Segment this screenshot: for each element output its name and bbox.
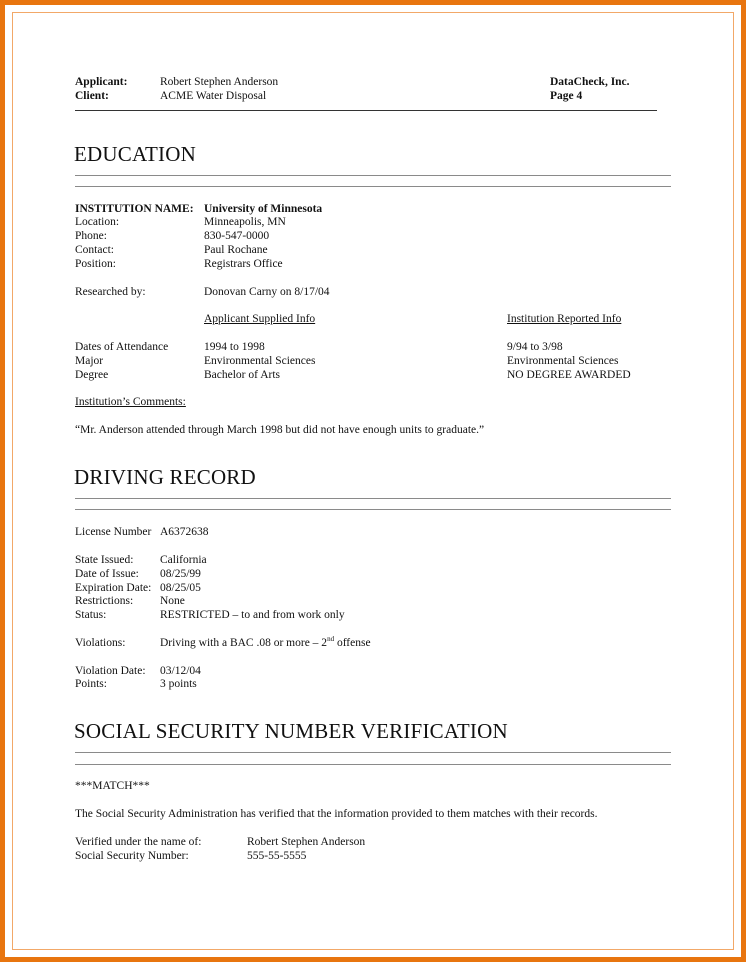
comparison-row-applicant: Bachelor of Arts (204, 369, 281, 381)
state-value: California (160, 554, 207, 566)
comparison-row-applicant: Environmental Sciences (204, 355, 316, 367)
state-label: State Issued: (75, 554, 134, 566)
violation-date-value: 03/12/04 (160, 665, 201, 677)
education-heading: EDUCATION (74, 142, 196, 166)
comparison-row-label: Major (75, 355, 104, 367)
comparison-row-applicant: 1994 to 1998 (204, 341, 265, 353)
location-label: Location: (75, 216, 120, 228)
ssn-number-value: 555-55-5555 (247, 850, 307, 862)
ssn-match-badge: ***MATCH*** (75, 780, 150, 792)
violations-ordinal-suffix: nd (327, 635, 335, 644)
company-name: DataCheck, Inc. (550, 76, 630, 88)
contact-value: Paul Rochane (204, 244, 268, 256)
violations-value (160, 636, 371, 650)
header-divider (75, 110, 657, 111)
driving-rule-2 (75, 509, 671, 510)
points-label: Points: (75, 678, 107, 690)
comparison-row-label: Dates of Attendance (75, 341, 169, 353)
institution-label: INSTITUTION NAME: (75, 203, 194, 215)
institution-column-header: Institution Reported Info (507, 313, 622, 325)
comparison-row-label: Degree (75, 369, 109, 381)
violations-text: Driving with a BAC .08 or more – 2 (160, 637, 328, 649)
ssn-number-label: Social Security Number: (75, 850, 189, 862)
applicant-value: Robert Stephen Anderson (160, 76, 279, 88)
expiration-value: 08/25/05 (160, 582, 201, 594)
driving-rule-1 (75, 498, 671, 499)
client-label: Client: (75, 90, 109, 102)
restrictions-label: Restrictions: (75, 595, 134, 607)
ssn-heading: SOCIAL SECURITY NUMBER VERIFICATION (74, 719, 508, 743)
page-number: Page 4 (550, 90, 583, 102)
phone-label: Phone: (75, 230, 107, 242)
researched-value: Donovan Carny on 8/17/04 (204, 286, 330, 298)
institution-value: University of Minnesota (204, 203, 323, 215)
applicant-label: Applicant: (75, 76, 128, 88)
driving-record-heading: DRIVING RECORD (74, 465, 256, 489)
position-value: Registrars Office (204, 258, 283, 270)
status-value: RESTRICTED – to and from work only (160, 609, 345, 621)
education-rule-2 (75, 186, 671, 187)
phone-value: 830-547-0000 (204, 230, 270, 242)
points-value: 3 points (160, 678, 197, 690)
verified-name-value: Robert Stephen Anderson (247, 836, 366, 848)
ssn-rule-2 (75, 764, 671, 765)
status-label: Status: (75, 609, 107, 621)
comments-label: Institution’s Comments: (75, 396, 186, 408)
location-value: Minneapolis, MN (204, 216, 286, 228)
violations-text-end: offense (334, 637, 371, 649)
comparison-row-institution: NO DEGREE AWARDED (507, 369, 631, 381)
verified-name-label: Verified under the name of: (75, 836, 202, 848)
violation-date-label: Violation Date: (75, 665, 146, 677)
contact-label: Contact: (75, 244, 114, 256)
violations-label: Violations: (75, 637, 126, 649)
license-label: License Number (75, 526, 152, 538)
ssn-statement: The Social Security Administration has verified that the information provided to them matches with their records. (75, 808, 598, 820)
expiration-label: Expiration Date: (75, 582, 152, 594)
comments-text: “Mr. Anderson attended through March 1998 but did not have enough units to graduate.” (75, 424, 485, 436)
researched-label: Researched by: (75, 286, 146, 298)
comparison-row-institution: Environmental Sciences (507, 355, 619, 367)
issue-date-label: Date of Issue: (75, 568, 139, 580)
comparison-row-institution: 9/94 to 3/98 (507, 341, 563, 353)
ssn-rule-1 (75, 752, 671, 753)
position-label: Position: (75, 258, 116, 270)
education-rule-1 (75, 175, 671, 176)
client-value: ACME Water Disposal (160, 90, 267, 102)
license-value: A6372638 (160, 526, 209, 538)
issue-date-value: 08/25/99 (160, 568, 201, 580)
restrictions-value: None (160, 595, 185, 607)
applicant-column-header: Applicant Supplied Info (204, 313, 316, 325)
